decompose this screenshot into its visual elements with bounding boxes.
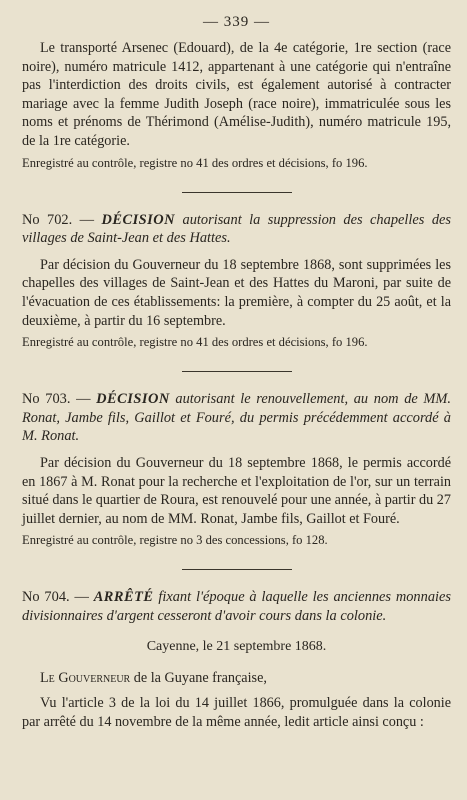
- heading-dash: —: [69, 589, 94, 606]
- section-heading: [22, 390, 451, 446]
- section-702: [22, 211, 451, 352]
- section-divider: [182, 569, 292, 570]
- governor-line: [22, 669, 451, 688]
- body-paragraph: Par décision du Gouverneur du 18 septembre 1868, sont supprimées les chapelles des villages de Saint-Jean et des Hattes du Maroni, par suite de l'évacuation de ces établissements: la première, à compter du 25 août, et la deuxième, à partir du 16 septembre.: [22, 256, 451, 329]
- section-703: [22, 390, 451, 549]
- act-type: DÉCISION: [96, 391, 170, 408]
- section-arsenec: [22, 39, 451, 172]
- body-paragraph: Vu l'article 3 de la loi du 14 juillet 1866, promulguée dans la colonie par arrêté du 14 novembre de la même année, ledit article ainsi conçu :: [22, 695, 451, 730]
- section-number: No 703.: [22, 391, 71, 408]
- place-date: Cayenne, le 21 septembre 1868.: [146, 639, 327, 655]
- governor-rest: de la Guyane française,: [130, 670, 267, 687]
- act-title: autorisant la suppression des chapelles des villages de Saint-Jean et des Hattes.: [22, 211, 451, 247]
- section-divider: [182, 371, 292, 372]
- page-number: — 339 —: [203, 14, 270, 30]
- act-title: fixant l'époque à laquelle les anciennes monnaies divisionnaires d'argent cesseront d'avoir cours dans la colonie.: [22, 589, 452, 624]
- section-number: No 702.: [22, 211, 73, 228]
- section-heading: [22, 588, 451, 625]
- section-704: [22, 588, 451, 731]
- body-paragraph: Le transporté Arsenec (Edouard), de la 4e catégorie, 1re section (race noire), numéro matricule 1412, appartenant à une catégorie qui n'entraîne pas l'interdiction des droits civils, est également autorisé à contracter mariage avec la femme Judith Joseph (race noire), immatriculée sous les noms et prénoms de Thérimond (Amélise-Judith), numéro matricule 195, de la 1re catégorie.: [22, 40, 451, 149]
- heading-dash: —: [72, 211, 102, 228]
- section-heading: [22, 211, 451, 248]
- body-paragraph: Par décision du Gouverneur du 18 septembre 1868, le permis accordé en 1867 à M. Ronat pour la recherche et l'exploitation de l'or, sur un terrain situé dans le quartier de Roura, est renouvelé pour une année, à partir du 27 juillet dernier, au nom de MM. Ronat, Jambe fils, Gaillot et Fouré.: [22, 454, 451, 527]
- act-title: autorisant le renouvellement, au nom de MM. Ronat, Jambe fils, Gaillot et Fouré, du permis précédemment accordé à M. Ronat.: [22, 391, 452, 445]
- section-number: No 704.: [22, 589, 70, 606]
- act-type: ARRÊTÉ: [93, 589, 154, 606]
- registration-note: Enregistré au contrôle, registre no 41 des ordres et décisions, fo 196.: [22, 155, 368, 170]
- heading-dash: —: [70, 391, 97, 408]
- registration-note: Enregistré au contrôle, registre no 41 des ordres et décisions, fo 196.: [22, 335, 368, 350]
- section-divider: [182, 192, 292, 193]
- act-type: DÉCISION: [101, 211, 176, 228]
- governor-title: Le Gouverneur: [40, 670, 131, 687]
- registration-note: Enregistré au contrôle, registre no 3 des concessions, fo 128.: [22, 533, 328, 548]
